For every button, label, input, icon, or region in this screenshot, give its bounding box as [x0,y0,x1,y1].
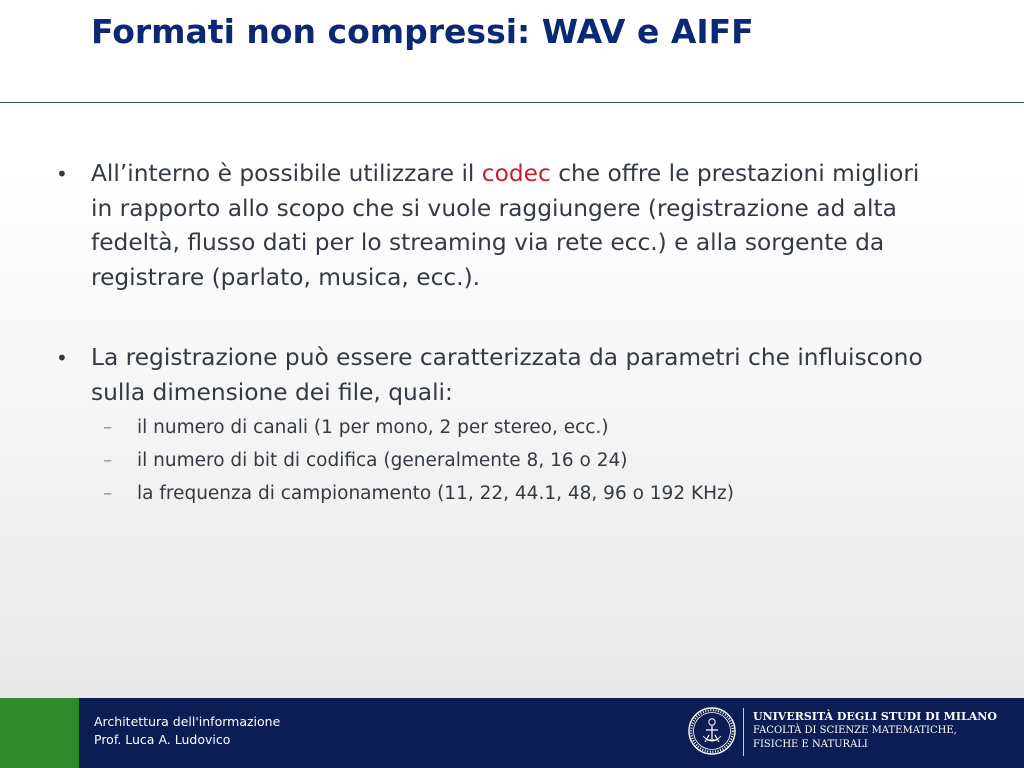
university-line-2: FACOLTÀ DI SCIENZE MATEMATICHE, [753,725,957,736]
university-line-1: UNIVERSITÀ DEGLI STUDI DI MILANO [753,710,997,723]
codec-highlight: codec [481,160,551,187]
professor-name: Prof. Luca A. Ludovico [94,732,231,747]
sub-item-text: il numero di canali (1 per mono, 2 per stereo, ecc.) [137,417,609,438]
sub-item-channels [103,411,937,444]
university-seal-icon [687,706,737,756]
sub-item-sampling [103,477,937,510]
title-divider [0,102,1024,103]
sub-item-marker: – [103,450,113,471]
university-line-3: FISICHE E NATURALI [753,739,868,750]
bullet-codec [56,157,931,295]
sub-item-text: la frequenza di campionamento (11, 22, 44.1, 48, 96 o 192 KHz) [137,483,734,504]
sub-item-text: il numero di bit di codifica (generalmente 8, 16 o 24) [137,450,628,471]
title-area [0,0,1024,102]
university-name [753,710,997,752]
slide-title: Formati non compressi: WAV e AIFF [91,12,754,51]
sub-item-bits [103,444,937,477]
bullet-text: La registrazione può essere caratterizzata da parametri che influiscono sulla dimensione dei file, quali: [91,344,923,406]
bullet-text-start: All’interno è possibile utilizzare il [91,160,482,187]
bullet-text-end: che offre le prestazioni migliori in rapporto allo scopo che si vuole raggiungere (registrazione ad alta fedeltà, flusso dati per lo streaming via rete ecc.) e alla sorgente da registrare (parlato, musica, ecc.). [91,160,920,291]
bullet-marker: • [56,162,68,186]
footer-course-info [94,713,280,749]
footer-bar [0,698,1024,768]
footer-divider [743,708,744,756]
bullet-marker: • [56,346,68,370]
sub-item-marker: – [103,417,113,438]
bullet-parameters [56,341,931,410]
footer-accent [0,698,79,768]
sub-item-marker: – [103,483,113,504]
course-name: Architettura dell'informazione [94,714,281,729]
